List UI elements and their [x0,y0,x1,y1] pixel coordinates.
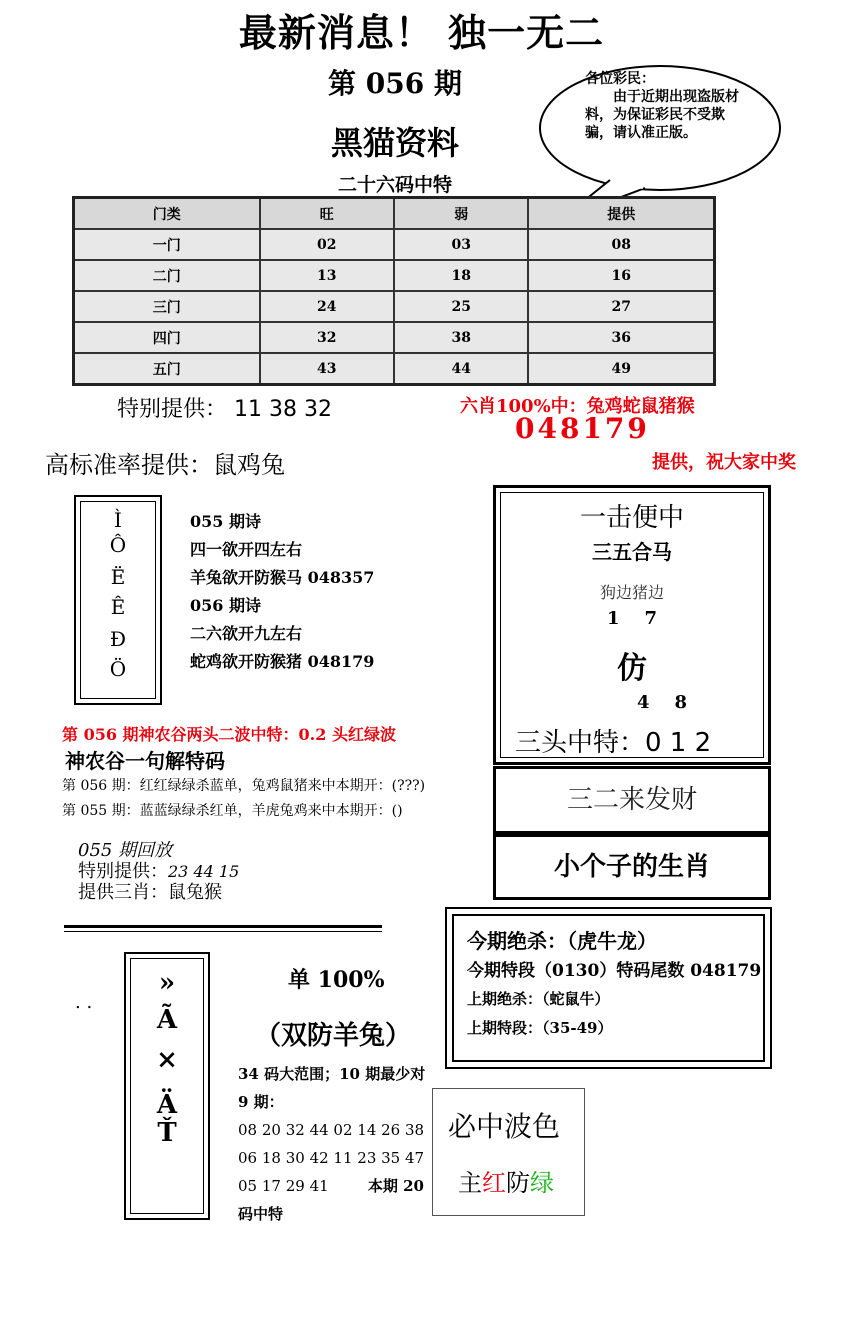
bubble-message: 由于近期出现盗版材料，为保证彩民不受欺骗，请认准正版。 [585,89,739,141]
fortune-text: 三二来发财 [566,785,697,815]
table-cell: 36 [528,322,714,353]
table-cell: 13 [260,260,394,291]
dots: . . [75,992,93,1013]
poem-line: 二六欲开九左右 [190,624,303,643]
fortune-box [493,766,771,834]
table-cell: 四门 [74,322,260,353]
table-cell: 32 [260,322,394,353]
wave-title: 必中波色 [448,1110,561,1143]
replay-title: 055 期回放 [78,840,173,861]
lower-glyph: × [156,1045,178,1075]
wave-main: 主 [458,1169,482,1197]
range-row: 05 17 29 41 [238,1177,329,1195]
hit-big-char: 仿 [617,651,647,686]
hit-nums-1: 1 7 [606,608,658,629]
kill-line-4: 上期特段：（35-49） [467,1019,613,1037]
poem-glyph: Ê [110,595,126,619]
table-cell: 18 [394,260,528,291]
bubble-greeting: 各位彩民： [585,71,655,87]
hit-title: 一击便中 [579,503,684,533]
wave-guard: 防 [506,1169,530,1197]
six-numbers: 048179 [515,412,650,445]
subhead: 二十六码中特 [337,174,452,196]
shennonggu-head: 第 056 期神农谷两头二波中特：0.2 头红绿波 [62,725,396,744]
shennonggu-line: 第 056 期：红红绿绿杀蓝单，兔鸡鼠猪来中本期开：(???) [62,778,426,794]
kill-line-2: 今期特段（0130）特码尾数 048179 [467,961,762,981]
hit-nums-2: 4 8 [636,692,688,713]
poem-line: 羊兔欲开防猴马 048357 [190,568,375,587]
poem-glyph: Ð [109,627,127,651]
table-cell: 03 [394,229,528,260]
table-cell: 16 [528,260,714,291]
replay-special [78,861,239,882]
poem-glyph: Ö [109,657,127,681]
small-zodiac-box [493,834,771,900]
table-cell: 25 [394,291,528,322]
table-header-row [74,198,715,230]
table-row [74,291,715,322]
range-row: 06 18 30 42 11 23 35 47 [238,1149,425,1167]
poem-lines [190,508,374,676]
hit-heads: 三头中特：0 1 2 [515,728,712,758]
replay-special-value: 23 44 15 [168,862,240,881]
replay-special-label: 特别提供： [78,861,168,882]
headline: 最新消息！ 独一无二 [238,10,605,55]
table-cell: 三门 [74,291,260,322]
hit-label: 狗边猪边 [599,583,664,602]
table-header: 门类 [74,198,260,230]
poem-line: 蛇鸡欲开防猴猪 048179 [190,652,375,671]
range-row: 08 20 32 44 02 14 26 38 [238,1121,425,1139]
six-zodiac: 六肖100%中：兔鸡蛇鼠猪猴 [460,396,695,417]
poem-glyph: Ë [110,565,126,589]
table-cell: 38 [394,322,528,353]
replay-three: 提供三肖：鼠兔猴 [78,882,222,903]
subtitle: 黑猫资料 [330,124,459,162]
issue-number: 第 056 期 [328,67,462,100]
poem-line: 056 期诗 [190,596,261,615]
poem-glyph: Ô [109,533,127,557]
kill-line-1: 今期绝杀：（虎牛龙） [467,929,657,953]
divider-thin [64,931,382,932]
table-cell: 27 [528,291,714,322]
divider-thick [64,925,382,928]
table-cell: 02 [260,229,394,260]
double-guard: （双防羊兔） [255,1021,412,1051]
bubble-text [585,70,745,142]
poem-line: 055 期诗 [190,512,261,531]
table-row [74,229,715,260]
hit-sub: 三五合马 [592,540,672,564]
lower-glyph: » [158,968,176,998]
table-cell: 49 [528,353,714,385]
table-header: 提供 [528,198,714,230]
replay-block [78,840,239,903]
shennonggu-line: 第 055 期：蓝蓝绿绿杀红单，羊虎兔鸡来中本期开：() [62,803,403,819]
range-block [238,1060,428,1228]
table-header: 旺 [260,198,394,230]
table-row [74,353,715,385]
high-accuracy: 高标准率提供：鼠鸡兔 [45,451,285,479]
table-cell: 08 [528,229,714,260]
poem-line: 四一欲开四左右 [190,540,303,559]
kill-line-3: 上期绝杀：（蛇鼠牛） [467,990,610,1008]
wave-subtitle [458,1163,554,1198]
wish-text: 提供，祝大家中奖 [652,452,796,473]
wave-green: 绿 [530,1169,554,1197]
table-cell: 44 [394,353,528,385]
table-row [74,260,715,291]
table-cell: 24 [260,291,394,322]
table-cell: 五门 [74,353,260,385]
range-tail: 本期 20 码中特 [238,1177,424,1223]
wave-red: 红 [482,1169,506,1197]
range-last-row [238,1172,428,1228]
door-table [72,196,716,386]
lower-glyph: Ã [156,1005,178,1035]
shennonggu-title: 神农谷一句解特码 [65,749,225,773]
lower-glyph: Ť [157,1118,177,1148]
special-offer: 特别提供： 11 38 32 [117,397,332,422]
table-cell: 二门 [74,260,260,291]
table-header: 弱 [394,198,528,230]
single-100: 单 100% [288,967,385,993]
range-title: 34 码大范围；10 期最少对 9 期： [238,1065,426,1111]
table-row [74,322,715,353]
poem-glyph: Ì [114,508,122,532]
lower-glyph: Ä [156,1090,178,1120]
table-cell: 43 [260,353,394,385]
small-zodiac-text: 小个子的生肖 [553,852,710,882]
table-cell: 一门 [74,229,260,260]
